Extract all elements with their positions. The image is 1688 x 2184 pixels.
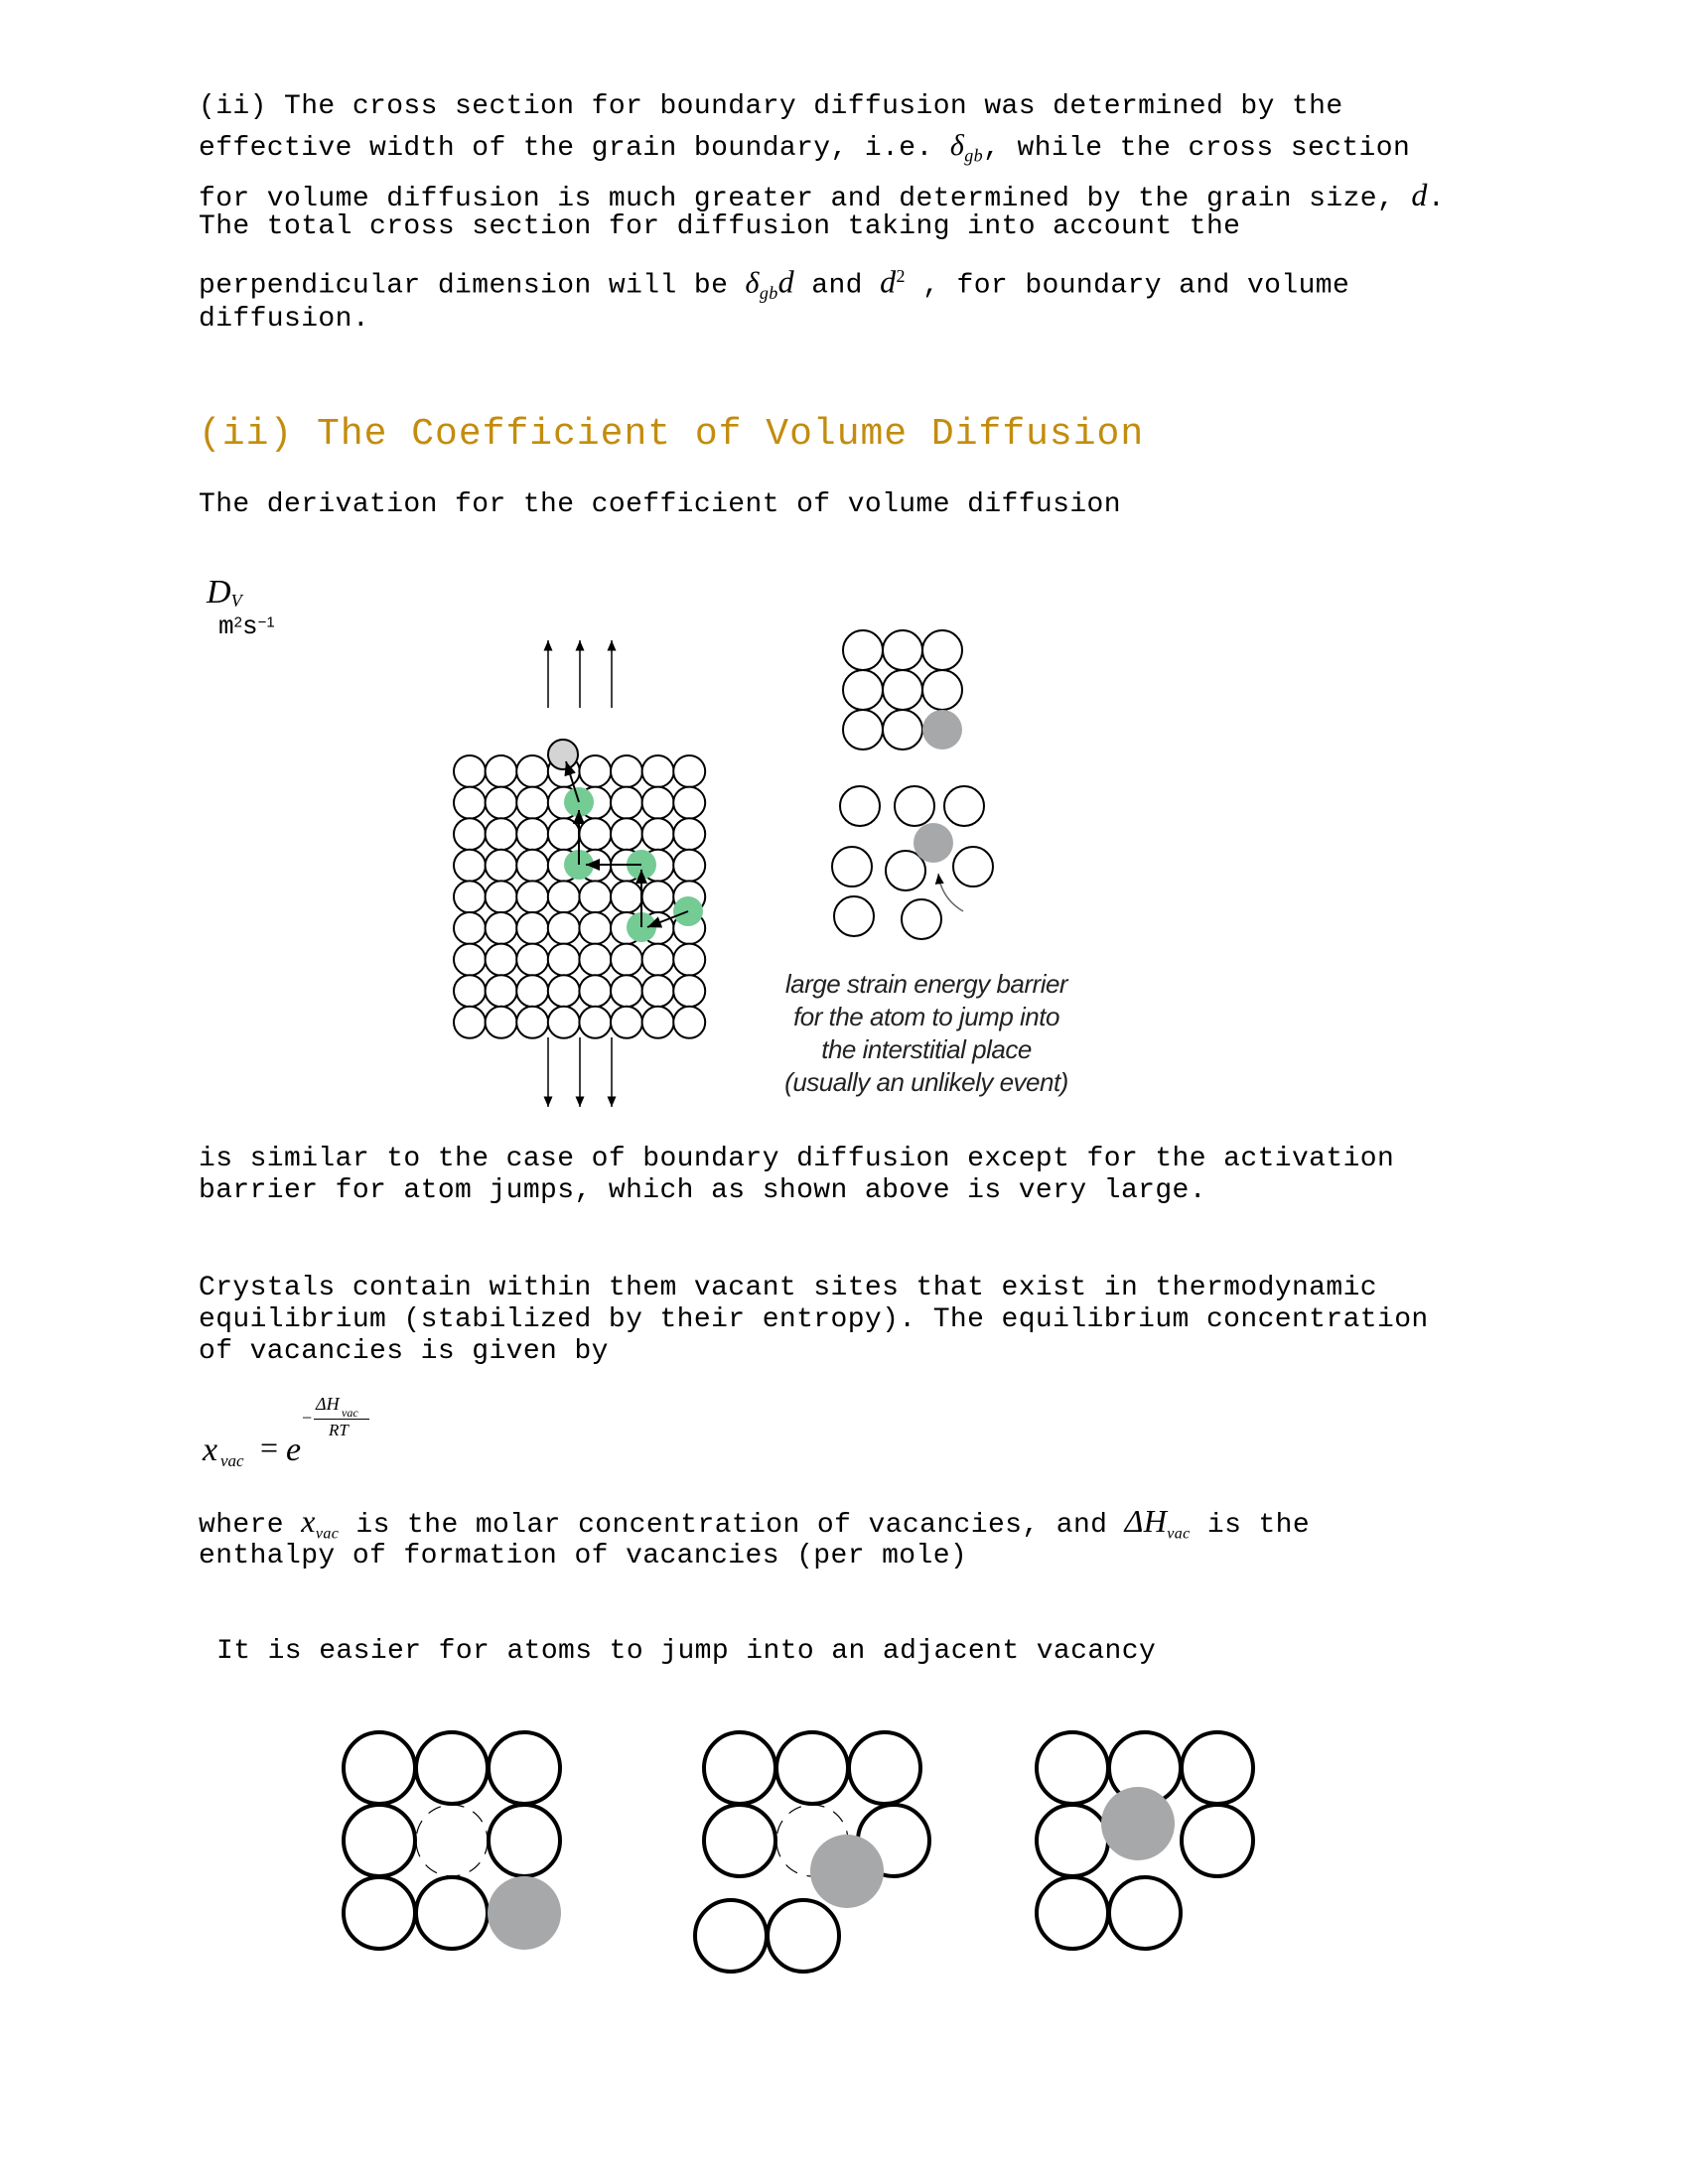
paragraph-line: barrier for atom jumps, which as shown above is very large.: [199, 1175, 1206, 1206]
gray-atom: [488, 1876, 561, 1950]
paragraph-line: (ii) The cross section for boundary diffusion was determined by the: [199, 91, 1343, 122]
paragraph-line: is similar to the case of boundary diffusion except for the activation: [199, 1144, 1395, 1174]
paragraph-line: where $x_{vac}$ is the molar concentration of vacancies, and $\Delta H_{vac}$ is the: [199, 1503, 1311, 1543]
paragraph-line: It is easier for atoms to jump into an adjacent vacancy: [216, 1636, 1157, 1667]
paragraph-line: of vacancies is given by: [199, 1336, 609, 1367]
gray-atom: [1101, 1787, 1175, 1860]
paragraph-line: diffusion.: [199, 304, 370, 335]
paragraph-line: effective width of the grain boundary, i.e. $\delta_{gb}$, while the cross section: [199, 129, 1411, 166]
paragraph-line: Crystals contain within them vacant sites that exist in thermodynamic: [199, 1273, 1377, 1303]
paragraph-line: perpendicular dimension will be $\delta_{gb}d$ and $d^2$ , for boundary and volume: [199, 263, 1350, 303]
dv-symbol: $D_V$ $m^2s^{-1}$: [207, 574, 275, 642]
paragraph-line: The total cross section for diffusion taking into account the: [199, 211, 1241, 242]
vacancy-equation: x vac = e − ΔH vac RT: [199, 1390, 417, 1469]
section-heading: (ii) The Coefficient of Volume Diffusion: [199, 413, 1145, 456]
paragraph-line: equilibrium (stabilized by their entropy). The equilibrium concentration: [199, 1304, 1429, 1335]
gray-atom: [810, 1835, 884, 1908]
paragraph-line: for volume diffusion is much greater and determined by the grain size, d.: [199, 177, 1446, 214]
paragraph-line: The derivation for the coefficient of volume diffusion: [199, 489, 1121, 520]
paragraph-line: enthalpy of formation of vacancies (per mole): [199, 1541, 968, 1571]
figure-caption: large strain energy barrier for the atom to jump into the interstitial place (usually an unlikely event): [784, 969, 1068, 1097]
delta-symbol: δ: [949, 129, 965, 162]
